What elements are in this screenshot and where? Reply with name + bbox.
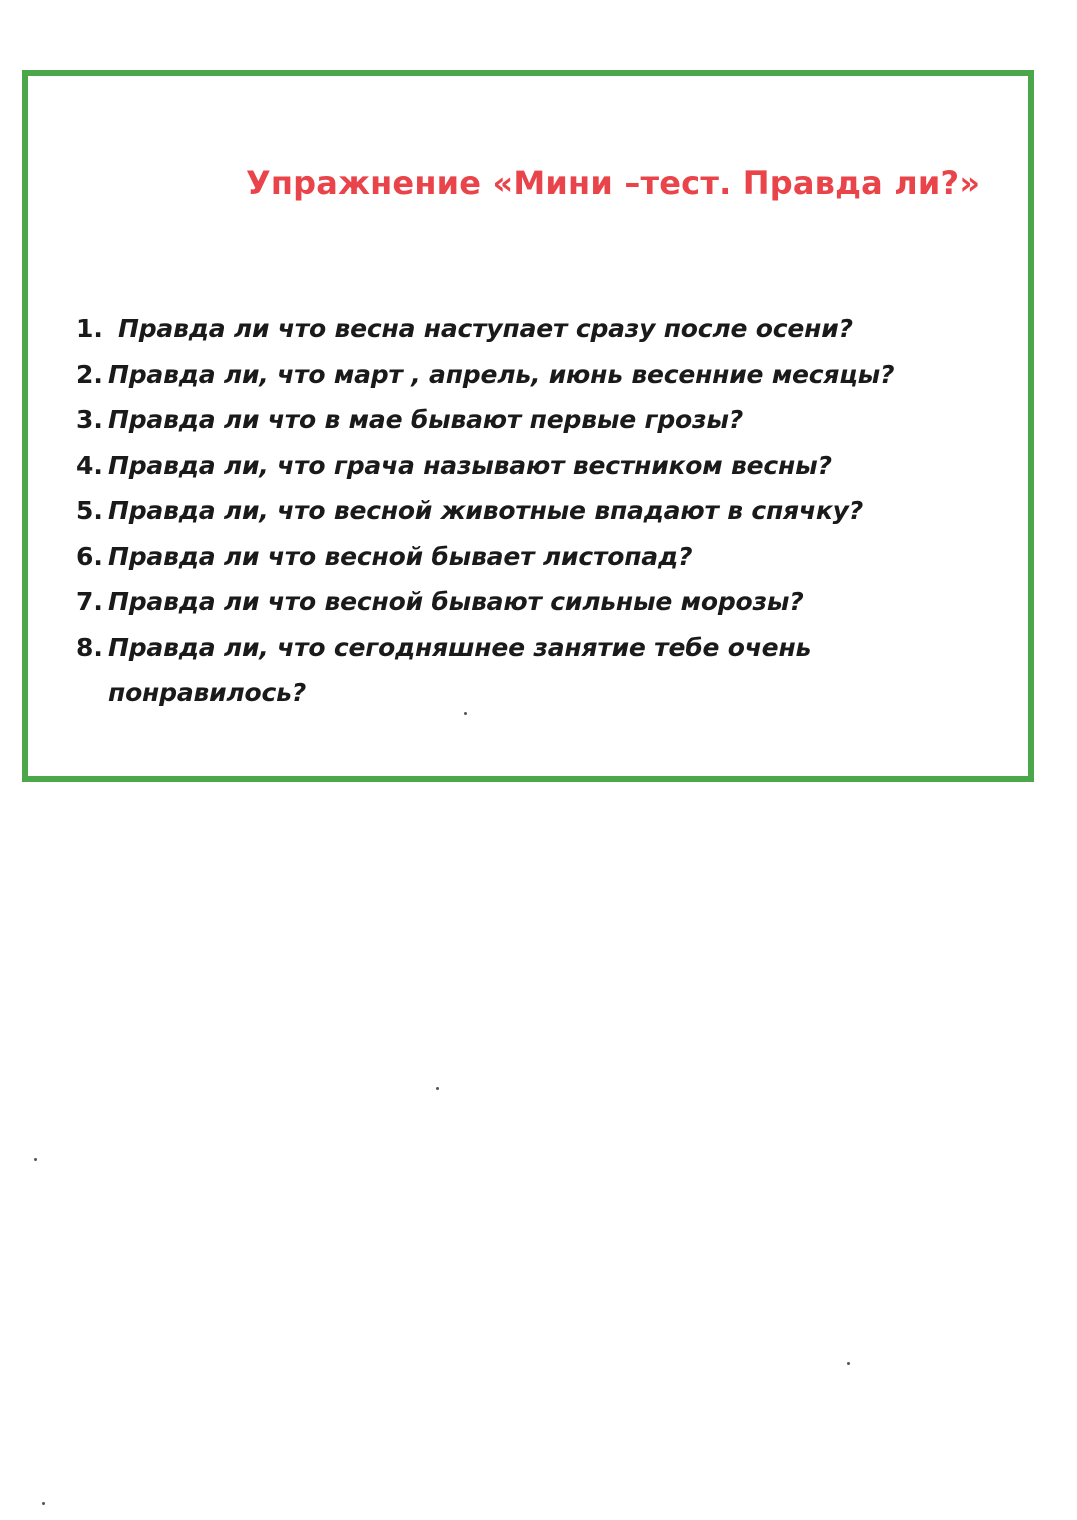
question-item (76, 306, 976, 352)
worksheet-title: Упражнение «Мини –тест. Правда ли?» (246, 164, 981, 202)
question-text: Правда ли, что весной животные впадают в спячку? (108, 496, 864, 525)
scan-speck (436, 1087, 439, 1090)
question-text: Правда ли, что сегодняшнее занятие тебе очень понравилось? (108, 632, 812, 707)
worksheet-card (22, 70, 1034, 782)
question-text: Правда ли что весна наступает сразу после осени? (118, 314, 853, 343)
scan-speck (847, 1362, 850, 1365)
scan-speck (42, 1502, 45, 1505)
question-number: 5. (76, 496, 103, 525)
scan-speck (34, 1158, 37, 1161)
question-item (76, 397, 976, 443)
question-item (76, 534, 976, 580)
question-number: 2. (76, 359, 103, 389)
question-item (76, 579, 976, 625)
question-number: 8. (76, 632, 103, 662)
question-item (76, 352, 976, 398)
question-item (76, 443, 976, 489)
question-item (76, 625, 976, 716)
question-text: Правда ли, что грача называют вестником весны? (108, 450, 832, 480)
question-number: 7. (76, 587, 103, 616)
question-text: Правда ли, что март , апрель, июнь весенние месяцы? (108, 359, 895, 389)
question-list (76, 306, 976, 716)
question-number: 3. (76, 405, 103, 434)
scan-speck (464, 712, 467, 715)
question-text: Правда ли что в мае бывают первые грозы? (108, 405, 744, 434)
question-number: 6. (76, 541, 103, 571)
question-text: Правда ли что весной бывают сильные морозы? (108, 587, 804, 616)
question-item (76, 488, 976, 534)
question-text: Правда ли что весной бывает листопад? (108, 541, 693, 571)
question-number: 4. (76, 450, 103, 480)
question-number: 1. (76, 314, 103, 343)
